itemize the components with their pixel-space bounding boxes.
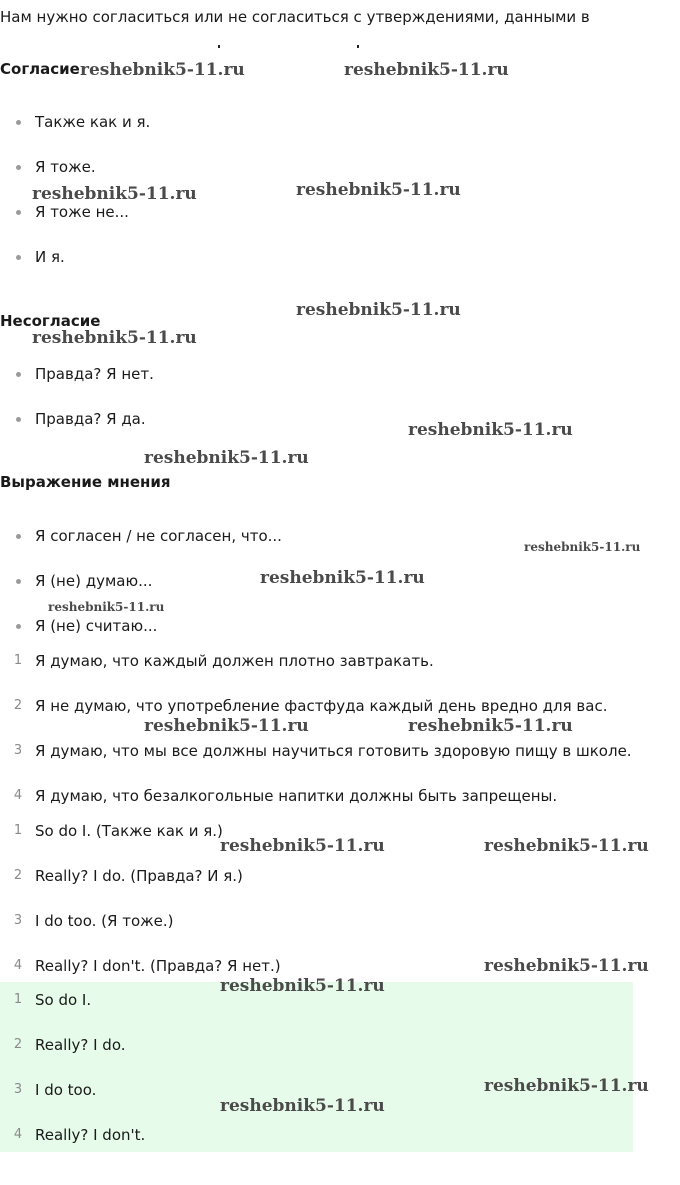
list-item: Я тоже не... <box>0 203 660 223</box>
list-item: Также как и я. <box>0 113 660 133</box>
answer-item: 1 So do I. <box>13 991 92 1009</box>
list-item: И я. <box>0 248 660 268</box>
watermark: reshebnik5-11.ru <box>144 716 309 736</box>
heading-opinion: Выражение мнения <box>0 473 171 491</box>
statement-item: 2 Я не думаю, что употребление фастфуда каждый день вредно для вас. <box>13 697 608 715</box>
list-item: Я (не) думаю... <box>0 572 660 592</box>
answer-item: 2 Really? I do. <box>13 1036 126 1054</box>
bullet-icon <box>16 210 21 215</box>
bullet-icon <box>16 624 21 629</box>
bullet-icon <box>16 255 21 260</box>
watermark: reshebnik5-11.ru <box>408 716 573 736</box>
watermark: reshebnik5-11.ru <box>220 976 385 996</box>
answer-item: 4 Really? I don't. <box>13 1126 146 1144</box>
bullet-icon <box>16 372 21 377</box>
watermark: reshebnik5-11.ru <box>48 600 165 614</box>
bullet-icon <box>16 417 21 422</box>
watermark: reshebnik5-11.ru <box>260 568 425 588</box>
list-item: Я тоже. <box>0 158 660 178</box>
list-item: Правда? Я нет. <box>0 365 660 385</box>
watermark: reshebnik5-11.ru <box>32 328 197 348</box>
statement-item: 1 Я думаю, что каждый должен плотно завтракать. <box>13 652 434 670</box>
watermark: reshebnik5-11.ru <box>80 60 245 80</box>
watermark: reshebnik5-11.ru <box>32 184 197 204</box>
list-item: Я (не) считаю... <box>0 617 660 637</box>
intro-text: Нам нужно согласиться или не согласиться с утверждениями, данными в <box>0 8 590 26</box>
statement-item: 4 Я думаю, что безалкогольные напитки должны быть запрещены. <box>13 787 558 805</box>
watermark: reshebnik5-11.ru <box>296 180 461 200</box>
translation-item: 2 Really? I do. (Правда? И я.) <box>13 867 243 885</box>
watermark: reshebnik5-11.ru <box>220 1096 385 1116</box>
watermark: reshebnik5-11.ru <box>484 836 649 856</box>
list-item: Я согласен / не согласен, что... <box>0 527 660 547</box>
translation-item: 4 Really? I don't. (Правда? Я нет.) <box>13 957 281 975</box>
translation-item: 3 I do too. (Я тоже.) <box>13 912 174 930</box>
bullet-icon <box>16 534 21 539</box>
answer-item: 3 I do too. <box>13 1081 97 1099</box>
watermark: reshebnik5-11.ru <box>344 60 509 80</box>
clipped-glyph <box>218 45 220 48</box>
list-item: Правда? Я да. <box>0 410 660 430</box>
watermark: reshebnik5-11.ru <box>296 300 461 320</box>
watermark: reshebnik5-11.ru <box>484 956 649 976</box>
watermark: reshebnik5-11.ru <box>524 540 641 554</box>
heading-disagreement: Несогласие <box>0 312 101 330</box>
watermark: reshebnik5-11.ru <box>144 448 309 468</box>
translation-item: 1 So do I. (Также как и я.) <box>13 822 223 840</box>
bullet-icon <box>16 579 21 584</box>
watermark: reshebnik5-11.ru <box>220 836 385 856</box>
watermark: reshebnik5-11.ru <box>408 420 573 440</box>
statement-item: 3 Я думаю, что мы все должны научиться готовить здоровую пищу в школе. <box>13 742 632 760</box>
clipped-glyph <box>357 45 359 48</box>
clipped-line <box>0 41 680 49</box>
bullet-icon <box>16 120 21 125</box>
bullet-icon <box>16 165 21 170</box>
heading-agreement: Согласие <box>0 60 80 78</box>
watermark: reshebnik5-11.ru <box>484 1076 649 1096</box>
